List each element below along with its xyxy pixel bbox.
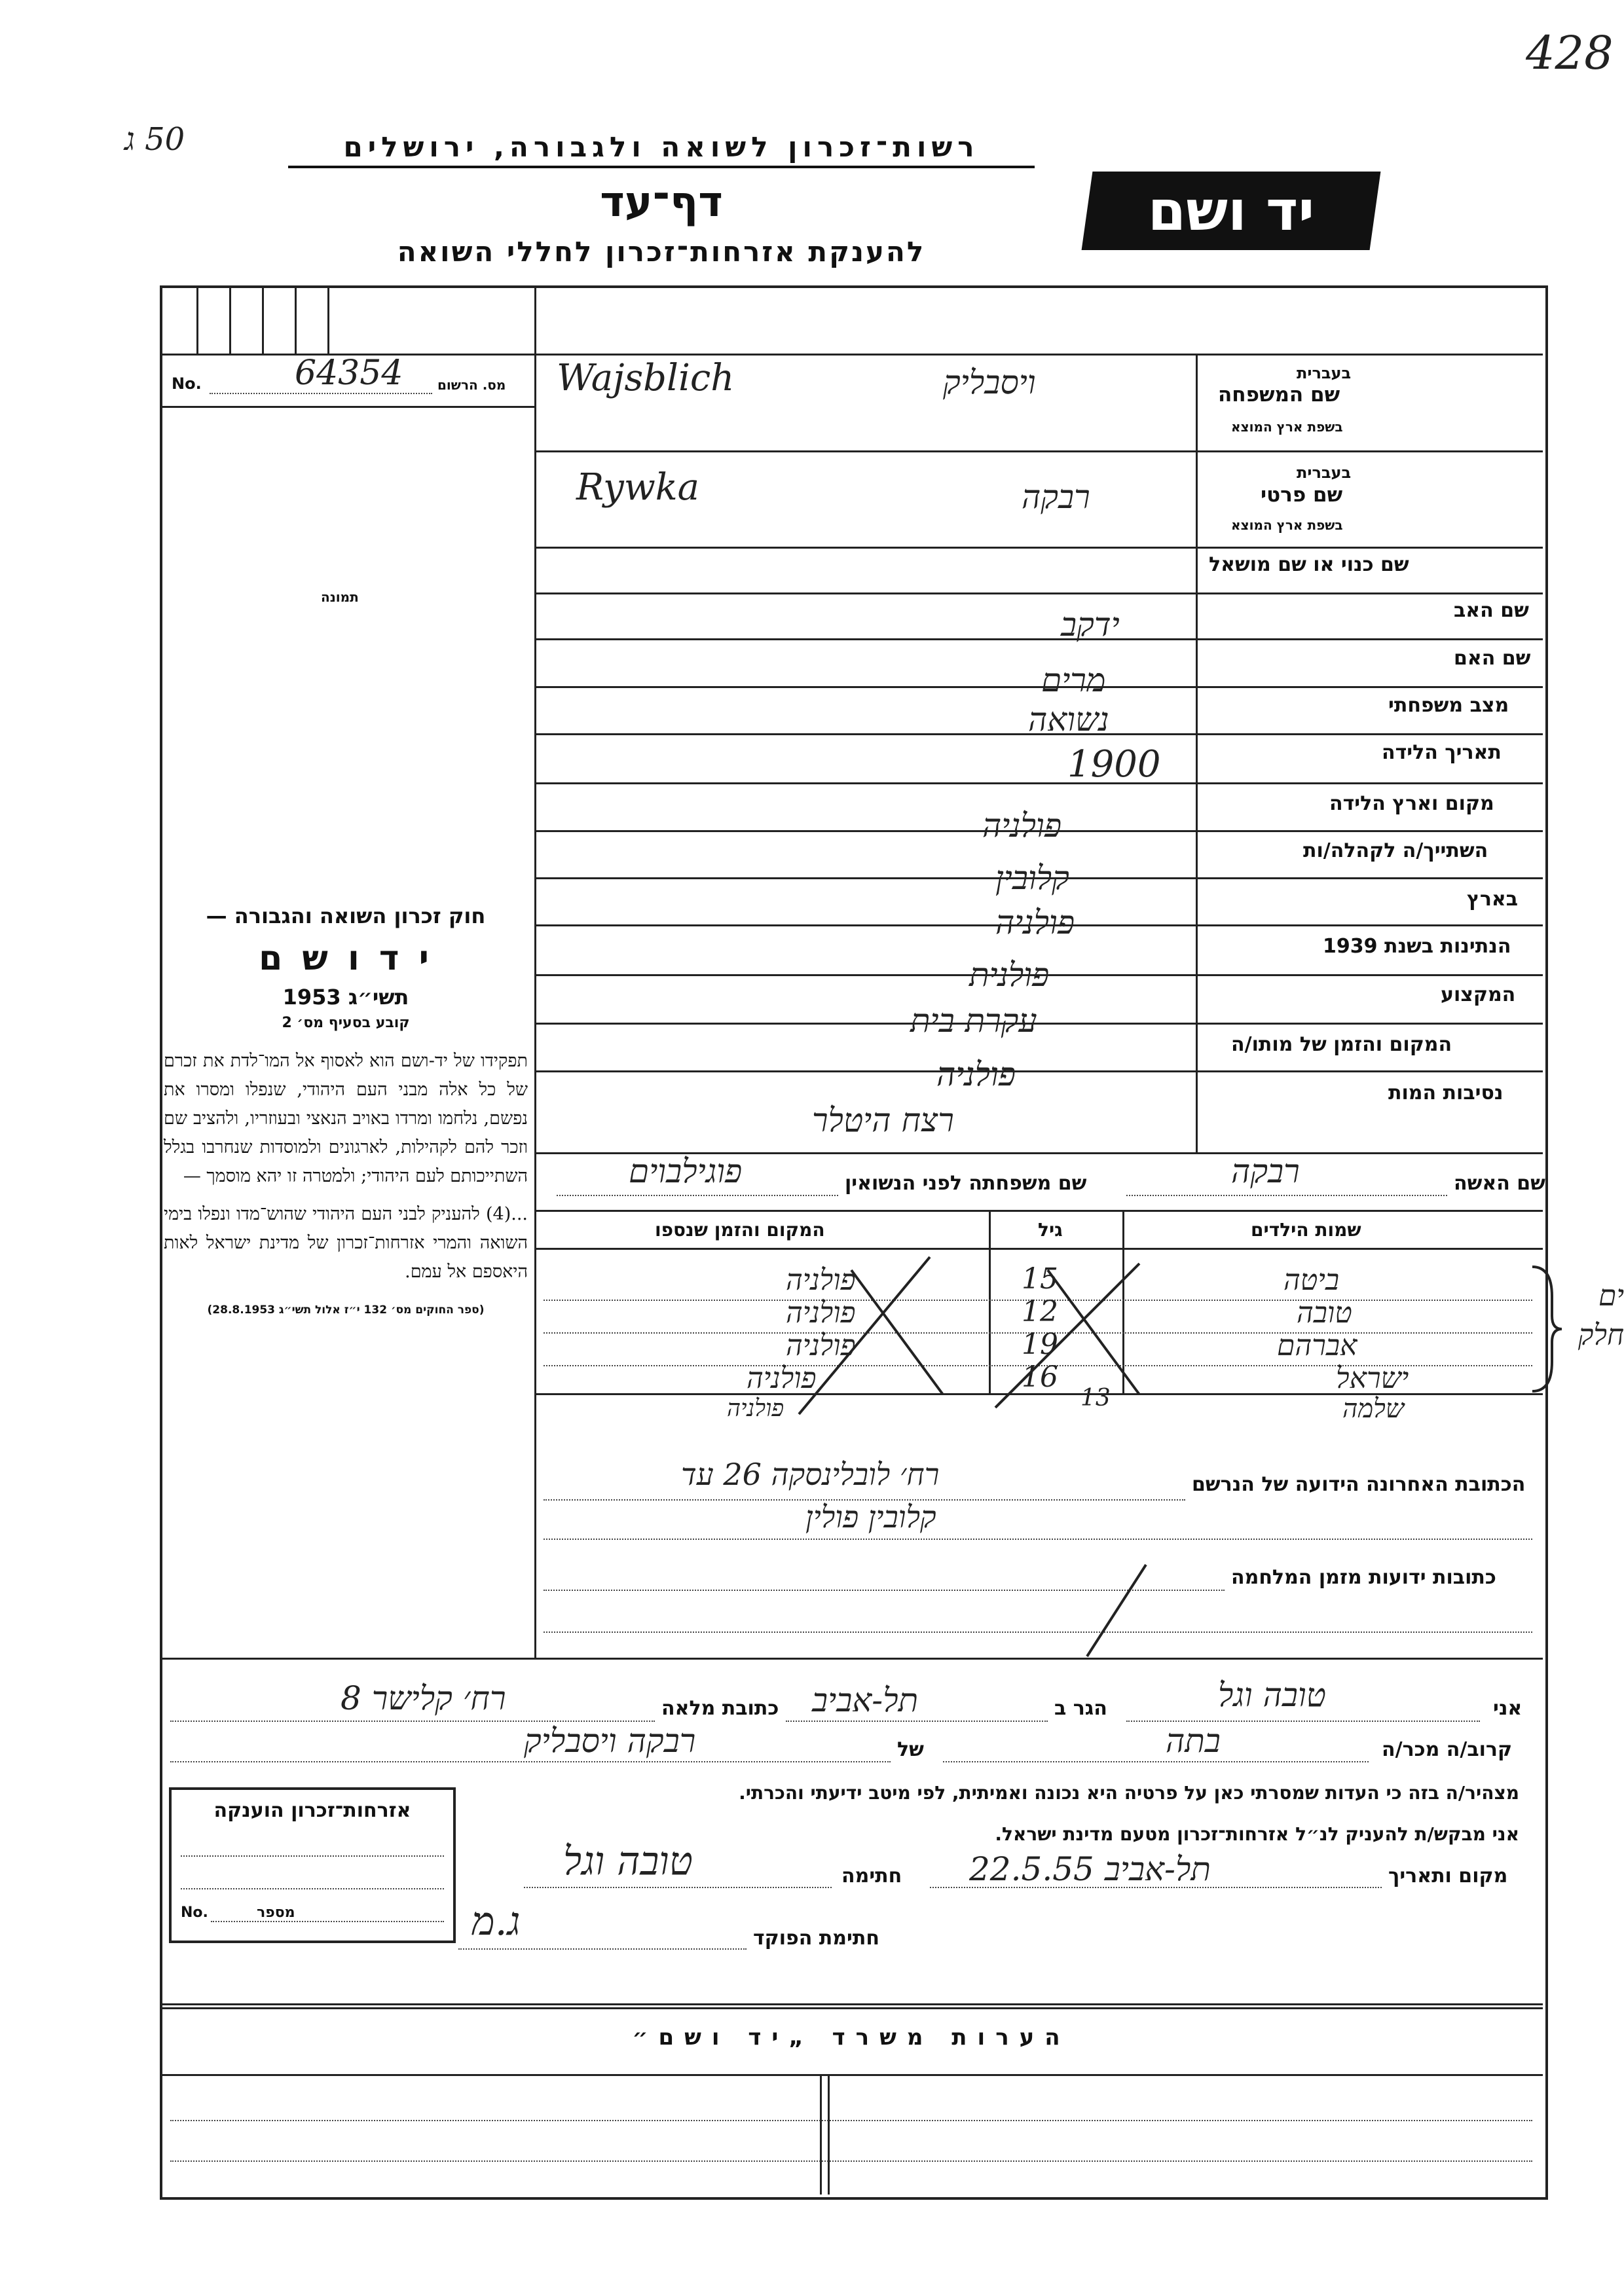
law-title: חוק זכרון השואה והגבורה —	[206, 903, 486, 928]
corner-note: 50 ג	[124, 121, 185, 158]
children-place-header: המקום והזמן שנספו	[655, 1219, 825, 1241]
children-names-header: שמות הילדים	[1251, 1219, 1361, 1241]
child-age: 12	[1022, 1295, 1058, 1328]
death-place-label: המקום והזמן של מותו/ה	[1231, 1033, 1452, 1056]
authority-title: רשות־זכרון לשואה ולגבורה, ירושלים	[288, 131, 1035, 168]
signature-label: חתימה	[841, 1865, 902, 1887]
first-name-sub-hebrew: בעברית	[1297, 464, 1352, 482]
last-address-value: רח׳ לובלינסקה 26 עד	[681, 1457, 940, 1492]
relative-of-label: של	[897, 1738, 924, 1761]
declarant-resides-label: הגר ב	[1054, 1697, 1107, 1720]
child-name: ביטה	[1283, 1264, 1340, 1297]
child-place: פולניה	[786, 1296, 856, 1330]
law-paragraph-2: ...(4) להעניק לבני העם היהודי שהוש־מדו ונפלו בימי השואה והמרי אזרחות־זכרון של מדינת ישראל לאות היאספם אל עמם.	[164, 1204, 528, 1282]
registration-label-en: No.	[172, 374, 202, 393]
registration-number: 64354	[295, 354, 403, 393]
surname-sub-hebrew: בעברית	[1297, 364, 1352, 382]
handwritten-stroke	[1074, 1558, 1153, 1663]
maiden-name-value: פוגילבוים	[629, 1152, 743, 1190]
surname-origin-value: Wajsblich	[557, 357, 735, 399]
law-year: תשי״ג 1953	[282, 985, 409, 1010]
profession-label: המקצוע	[1441, 983, 1516, 1006]
place-date-value: תל-אביב 22.5.55	[969, 1850, 1211, 1888]
child-age: 13	[1080, 1385, 1111, 1412]
father-label: שם האב	[1454, 599, 1529, 622]
relative-relation: בתה	[1166, 1722, 1221, 1760]
margin-note: ים חלק	[1578, 1279, 1624, 1352]
label-column-divider	[1196, 354, 1198, 1152]
declarant-name: טובה וגל	[1218, 1676, 1326, 1714]
mother-value: מרים	[1041, 661, 1106, 699]
official-signature-label: חתימת הפוקד	[753, 1927, 879, 1950]
citizenship-box-no-he: מספר	[257, 1904, 295, 1921]
first-name-label: שם פרטי	[1261, 483, 1343, 507]
marital-status-value: נשואה	[1028, 701, 1109, 738]
form-subtitle: להענקת אזרחות־זכרון לחללי השואה	[397, 236, 926, 268]
nationality-label: הנתינות בשנת 1939	[1323, 935, 1511, 958]
birth-place-value: פולניה	[982, 807, 1062, 845]
first-name-sub-origin: בשפת ארץ המוצא	[1231, 517, 1343, 533]
marital-status-label: מצב משפחתי	[1388, 694, 1509, 717]
last-address-label: הכתובת האחרונה הידועה של הנרשם	[1192, 1473, 1526, 1496]
child-name: ישראל	[1336, 1362, 1409, 1395]
declarant-address: רח׳ קלישר 8	[341, 1679, 506, 1717]
country-label: בארץ	[1467, 888, 1519, 911]
relative-label: קרוב/ה מכר/ה	[1382, 1738, 1513, 1761]
registration-label: מס. הרשום	[437, 377, 506, 393]
country-value: פולניה	[995, 903, 1075, 941]
surname-hebrew-value: ויסבליק	[943, 363, 1036, 401]
child-name: שלמה	[1342, 1394, 1405, 1424]
first-name-hebrew-value: רבקה	[1022, 478, 1090, 516]
surname-sub-origin: בשפת ארץ המוצא	[1231, 419, 1343, 435]
birth-date-value: 1900	[1067, 743, 1161, 786]
father-value: ידקב	[1061, 606, 1120, 644]
declarant-address-label: כתובת מלאה	[661, 1697, 779, 1720]
child-age: 15	[1022, 1262, 1058, 1296]
community-label: השתייך/ה לקהלה/ות	[1303, 839, 1488, 862]
death-circumstances-label: נסיבות המות	[1388, 1082, 1504, 1104]
declarant-signature: טובה וגל	[563, 1838, 693, 1884]
place-date-label: מקום ותאריך	[1388, 1865, 1508, 1887]
birth-date-label: תאריך הלידה	[1382, 741, 1502, 764]
child-place: פולניה	[727, 1395, 784, 1422]
declaration-line-2: אני מבקש/ת להעניק לנ״ל אזרחות־זכרון מטעם מדינת ישראל.	[995, 1823, 1519, 1845]
page-number: 428	[1526, 26, 1614, 80]
death-place-value: פולניה	[936, 1055, 1016, 1093]
photo-label: תמונה	[321, 589, 359, 605]
last-address-value-2: קלובין פולין	[805, 1499, 936, 1535]
declaration-line-1: מצהיר/ה בזה כי העדות שמסרתי כאן על פרטיה היא נכונה ואמיתית, לפי מיטב ידיעתי והכרתי.	[739, 1782, 1519, 1804]
nickname-label: שם כנוי או שם מושאל	[1209, 553, 1409, 576]
profession-value: עקרת בית	[910, 1002, 1037, 1040]
notes-title: הערות משרד „יד ושם״	[632, 2024, 1071, 2050]
child-place: פולניה	[786, 1264, 856, 1297]
surname-label: שם המשפחה	[1218, 383, 1340, 407]
law-ref: קובע בסעיף מס׳ 2	[282, 1015, 410, 1031]
child-age: 16	[1022, 1360, 1058, 1394]
mother-label: שם האם	[1454, 647, 1531, 670]
law-name: י ד ו ש ם	[259, 939, 433, 978]
relative-of-name: רבקה ויסבליק	[524, 1722, 696, 1760]
wartime-address-label: כתובות ידועות מזמן המלחמה	[1231, 1566, 1496, 1589]
crossout-strokes	[773, 1244, 1166, 1440]
declarant-city: תל-אביב	[812, 1681, 919, 1719]
margin-bracket	[1526, 1264, 1565, 1394]
child-age: 19	[1022, 1328, 1058, 1361]
community-value: קלובין	[995, 859, 1069, 897]
child-place: פולניה	[747, 1362, 817, 1395]
citizenship-box-title: אזרחות־זכרון הוענקה	[213, 1799, 411, 1822]
children-age-header: גיל	[1038, 1219, 1063, 1241]
death-circumstances-value: רצח היטלר	[812, 1101, 954, 1139]
first-name-origin-value: Rywka	[576, 466, 700, 509]
maiden-name-label: שם משפחתה לפני הנשואין	[845, 1172, 1087, 1195]
logo-text: יד ושם	[1147, 179, 1315, 243]
yad-vashem-logo	[1082, 172, 1381, 250]
law-paragraph-1: תפקידו של יד-ושם הוא לאסוף אל המו־לדת את זכרם של כל אלה מבני העם היהודי, שנפלו ומסרו את נפשם, נלחמו ומרדו באויב הנאצי ובעוזריו, ולהציב שם וזכר להם לקהילות, לארגונים ולמוסדות שנחרבו בגלל השתייכותם לעם היהודי; ולמטרה זו יהא מוסמך —	[164, 1051, 528, 1186]
child-place: פולניה	[786, 1329, 856, 1362]
child-name: אברהם	[1277, 1329, 1357, 1362]
citizenship-box	[169, 1787, 456, 1943]
law-citation: (ספר החוקים מס׳ 132 י״ז אלול תשי״ג 28.8.1953)	[207, 1303, 485, 1317]
citizenship-box-no-en: No.	[181, 1904, 208, 1921]
declarant-ani-label: אני	[1493, 1697, 1522, 1720]
form-title: דף־עד	[600, 178, 723, 227]
official-signature: ג.מ	[471, 1899, 521, 1944]
child-name: טובה	[1297, 1296, 1352, 1330]
wife-value: רבקה	[1231, 1152, 1300, 1190]
wife-label: שם האשה	[1454, 1172, 1545, 1195]
nationality-value: פולנית	[969, 956, 1050, 994]
law-box	[164, 903, 528, 1317]
birth-place-label: מקום וארץ הלידה	[1329, 792, 1494, 815]
left-column-divider	[534, 285, 536, 1658]
